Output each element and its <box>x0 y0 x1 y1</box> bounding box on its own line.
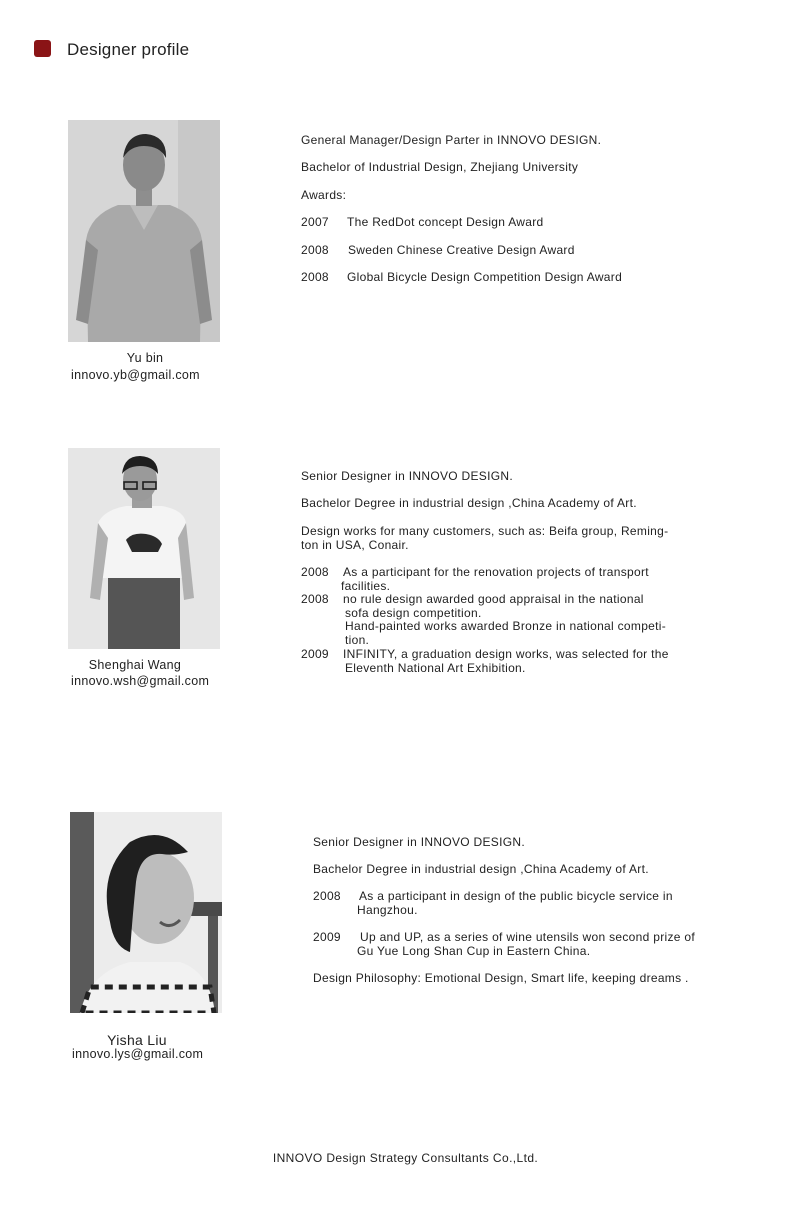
designer-education: Bachelor Degree in industrial design ,China Academy of Art. <box>301 496 637 510</box>
designer-name: Shenghai Wang <box>88 658 182 672</box>
award-item: 2008 no rule design awarded good appraisal in the national sofa design competition. Hand-painted works awarded Bronze in national competi- tion. <box>301 592 667 647</box>
award-item: 2008 Global Bicycle Design Competition Design Award <box>301 270 623 284</box>
designer-name: Yisha Liu <box>107 1032 167 1048</box>
designer-email: innovo.lys@gmail.com <box>72 1047 204 1061</box>
page-title: Designer profile <box>67 40 190 59</box>
award-item: 2009 Up and UP, as a series of wine utensils won second prize of Gu Yue Long Shan Cup in Eastern China. <box>313 930 695 958</box>
designer-photo-yu-bin <box>68 120 220 342</box>
designer-education: Bachelor of Industrial Design, Zhejiang University <box>301 160 579 174</box>
designer-education: Bachelor Degree in industrial design ,China Academy of Art. <box>313 862 649 876</box>
designer-role: General Manager/Design Parter in INNOVO DESIGN. <box>301 133 602 147</box>
footer-company-name: INNOVO Design Strategy Consultants Co.,Ltd. <box>272 1151 539 1165</box>
designer-clients-line: Design works for many customers, such as: Beifa group, Reming- <box>301 524 669 538</box>
award-item: 2009 INFINITY, a graduation design works, was selected for the Eleventh National Art Exhibition. <box>301 647 669 675</box>
awards-heading: Awards: <box>301 188 347 202</box>
designer-role: Senior Designer in INNOVO DESIGN. <box>313 835 525 849</box>
designer-photo-yisha-liu <box>70 812 222 1013</box>
award-item: 2007 The RedDot concept Design Award <box>301 215 544 229</box>
designer-email: innovo.wsh@gmail.com <box>71 674 210 688</box>
designer-photo-shenghai-wang <box>68 448 220 649</box>
award-item: 2008 As a participant for the renovation projects of transport facilities. <box>301 565 649 593</box>
designer-name: Yu bin <box>126 351 164 365</box>
design-philosophy: Design Philosophy: Emotional Design, Smart life, keeping dreams . <box>313 971 689 985</box>
award-item: 2008 Sweden Chinese Creative Design Award <box>301 243 575 257</box>
designer-role: Senior Designer in INNOVO DESIGN. <box>301 469 513 483</box>
header-bullet-square <box>34 40 51 57</box>
designer-email: innovo.yb@gmail.com <box>71 368 200 382</box>
award-item: 2008 As a participant in design of the public bicycle service in Hangzhou. <box>313 889 673 917</box>
designer-clients-line: ton in USA, Conair. <box>301 538 409 552</box>
